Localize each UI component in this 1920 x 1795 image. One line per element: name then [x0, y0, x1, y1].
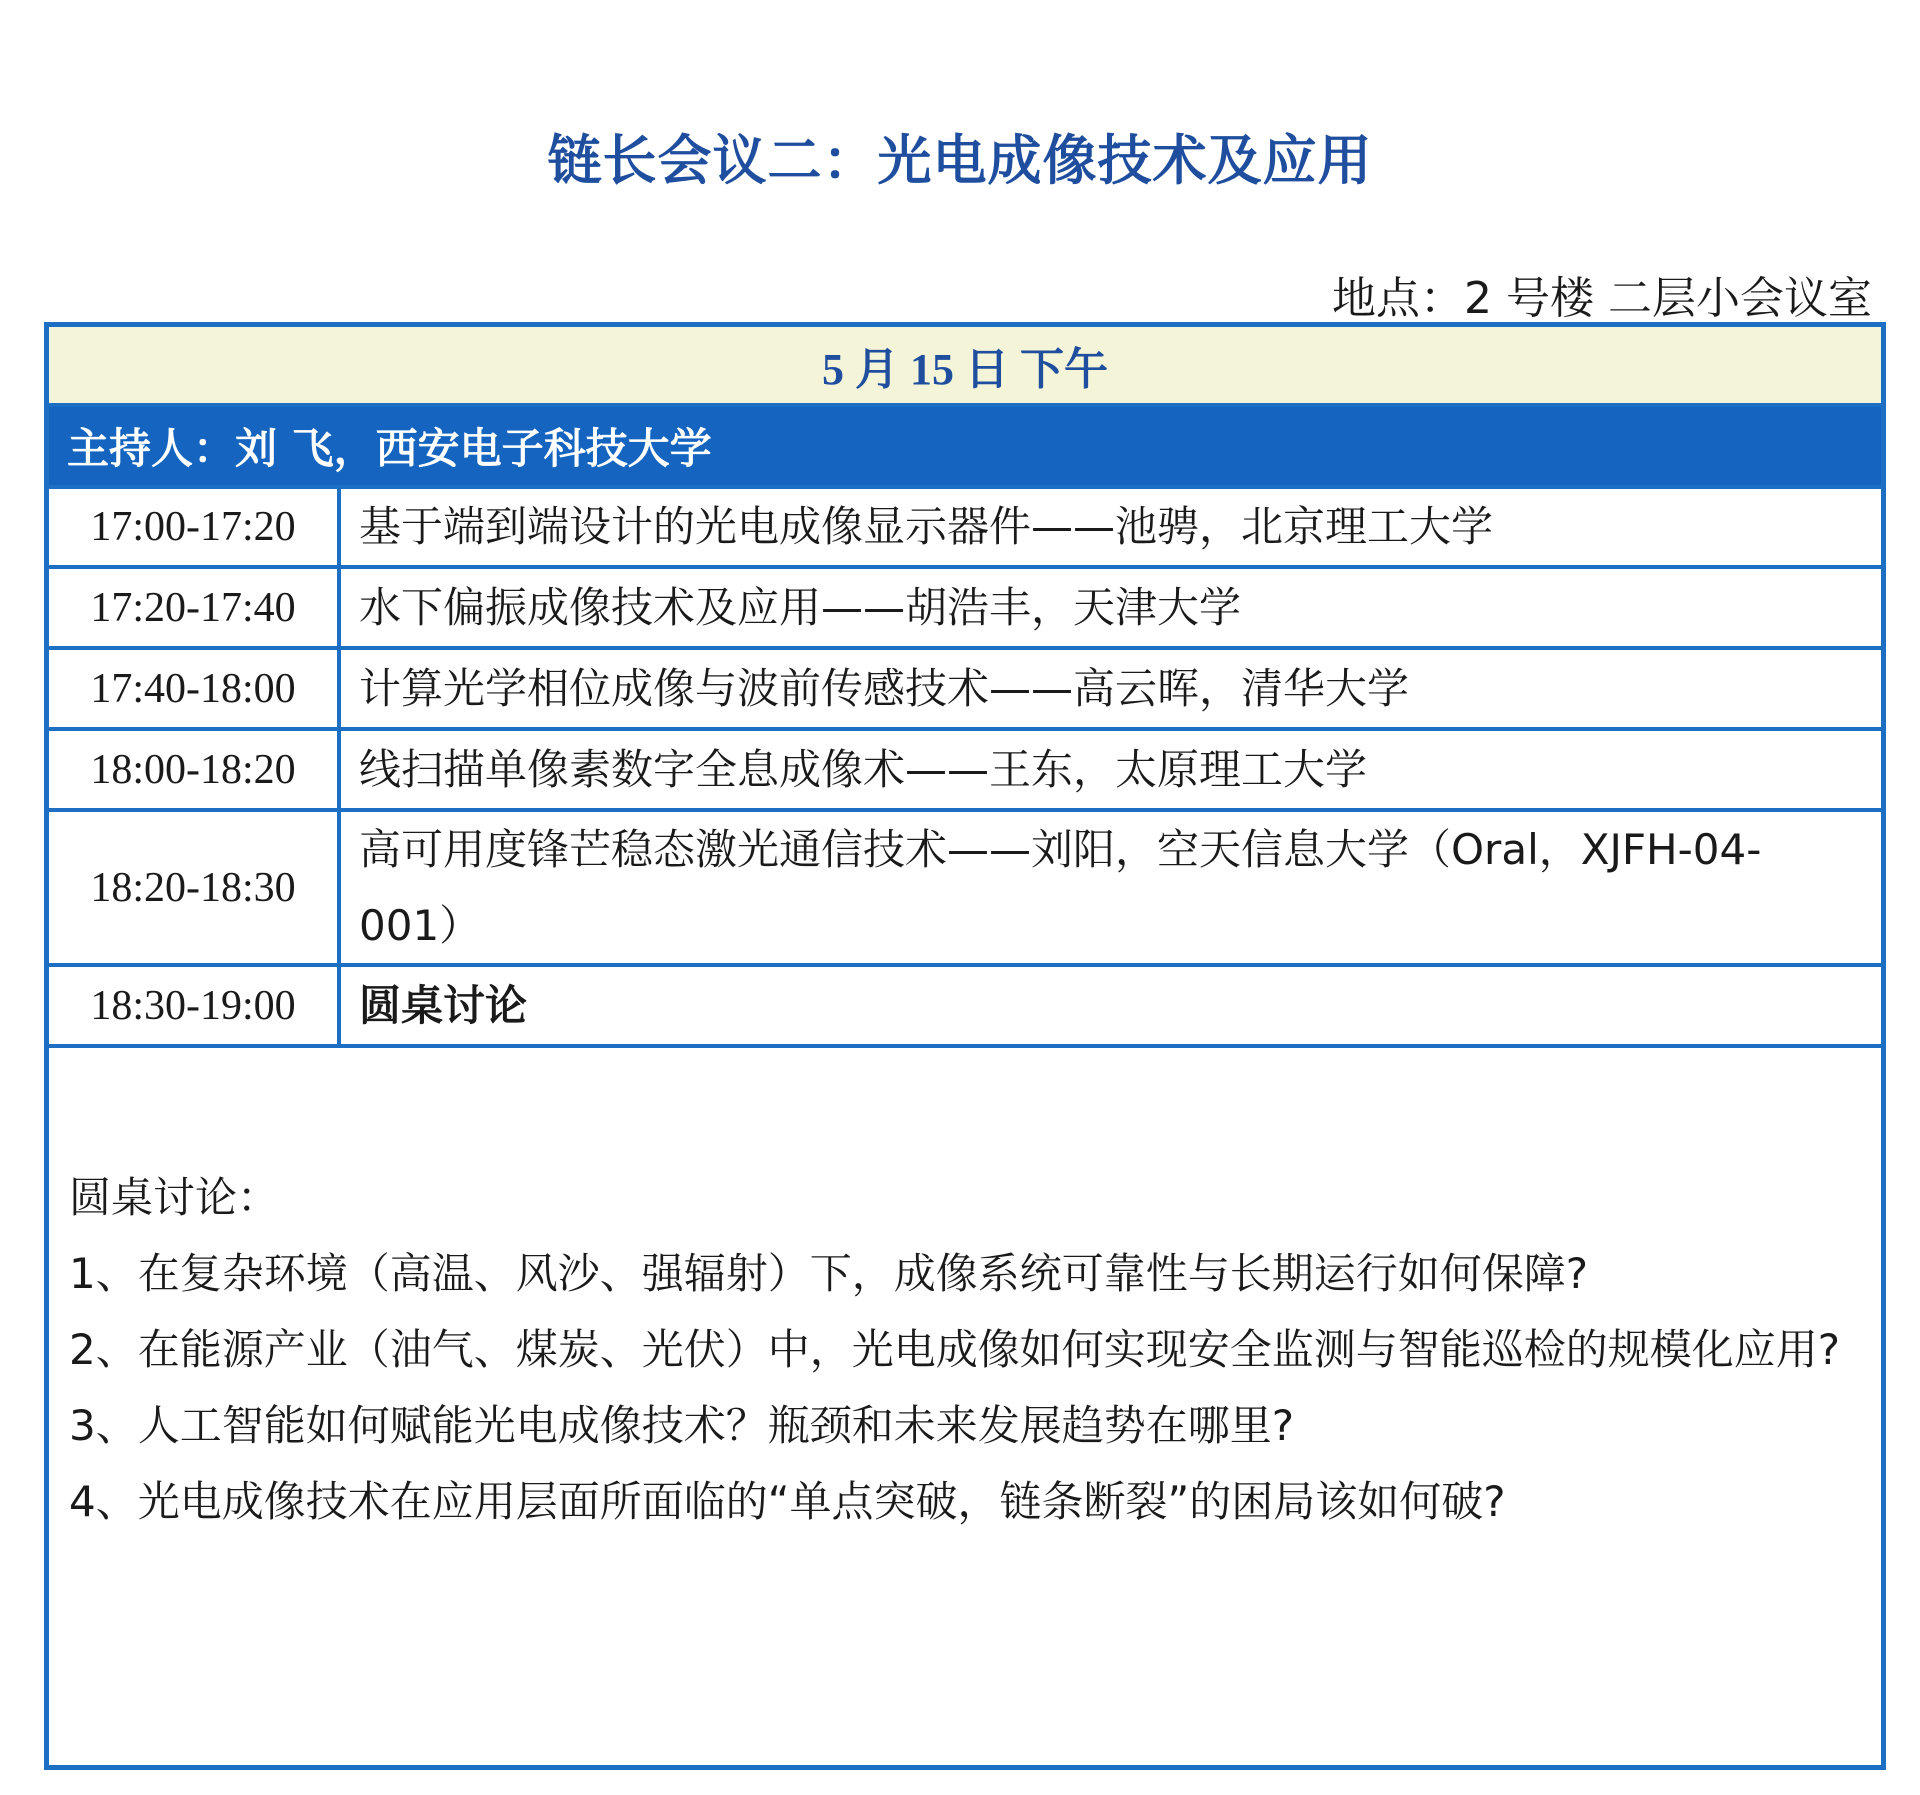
schedule-row	[49, 967, 1881, 1048]
discussion-heading: 圆桌讨论：	[69, 1173, 280, 1222]
discussion-section	[49, 1048, 1881, 1540]
schedule-row	[49, 650, 1881, 731]
slot-time: 18:00-18:20	[49, 731, 341, 808]
schedule-row	[49, 569, 1881, 650]
venue-location: 地点：2 号楼 二层小会议室	[1332, 273, 1872, 324]
slot-time: 18:30-19:00	[49, 967, 341, 1044]
slot-talk: 计算光学相位成像与波前传感技术——高云晖，清华大学	[359, 663, 1410, 713]
schedule-row	[49, 489, 1881, 569]
schedule-row	[49, 812, 1881, 967]
slot-time: 17:00-17:20	[49, 489, 341, 565]
discussion-question: 1、在复杂环境（高温、风沙、强辐射）下，成像系统可靠性与长期运行如何保障?	[69, 1249, 1589, 1298]
slot-talk: 高可用度锋芒稳态激光通信技术——刘阳，空天信息大学（Oral，XJFH-04-001）	[359, 824, 1762, 950]
session-host: 主持人：刘 飞，西安电子科技大学	[49, 407, 1881, 489]
slot-time: 17:40-18:00	[49, 650, 341, 727]
page-title: 链长会议二：光电成像技术及应用	[547, 129, 1373, 192]
discussion-question: 2、在能源产业（油气、煤炭、光伏）中，光电成像如何实现安全监测与智能巡检的规模化应用?	[69, 1325, 1841, 1374]
slot-talk: 线扫描单像素数字全息成像术——王东，太原理工大学	[359, 744, 1368, 794]
slot-talk: 圆桌讨论	[359, 980, 528, 1030]
schedule-row	[49, 731, 1881, 812]
slot-time: 17:20-17:40	[49, 569, 341, 646]
slot-talk: 水下偏振成像技术及应用——胡浩丰，天津大学	[359, 582, 1242, 632]
discussion-question: 4、光电成像技术在应用层面所面临的“单点突破，链条断裂”的困局该如何破?	[69, 1477, 1506, 1526]
discussion-question: 3、人工智能如何赋能光电成像技术？瓶颈和未来发展趋势在哪里?	[69, 1401, 1295, 1450]
slot-talk: 基于端到端设计的光电成像显示器件——池骋，北京理工大学	[359, 502, 1494, 551]
schedule-table	[44, 322, 1886, 1770]
session-date: 5 月 15 日 下午	[49, 327, 1881, 407]
slot-time: 18:20-18:30	[49, 812, 341, 963]
